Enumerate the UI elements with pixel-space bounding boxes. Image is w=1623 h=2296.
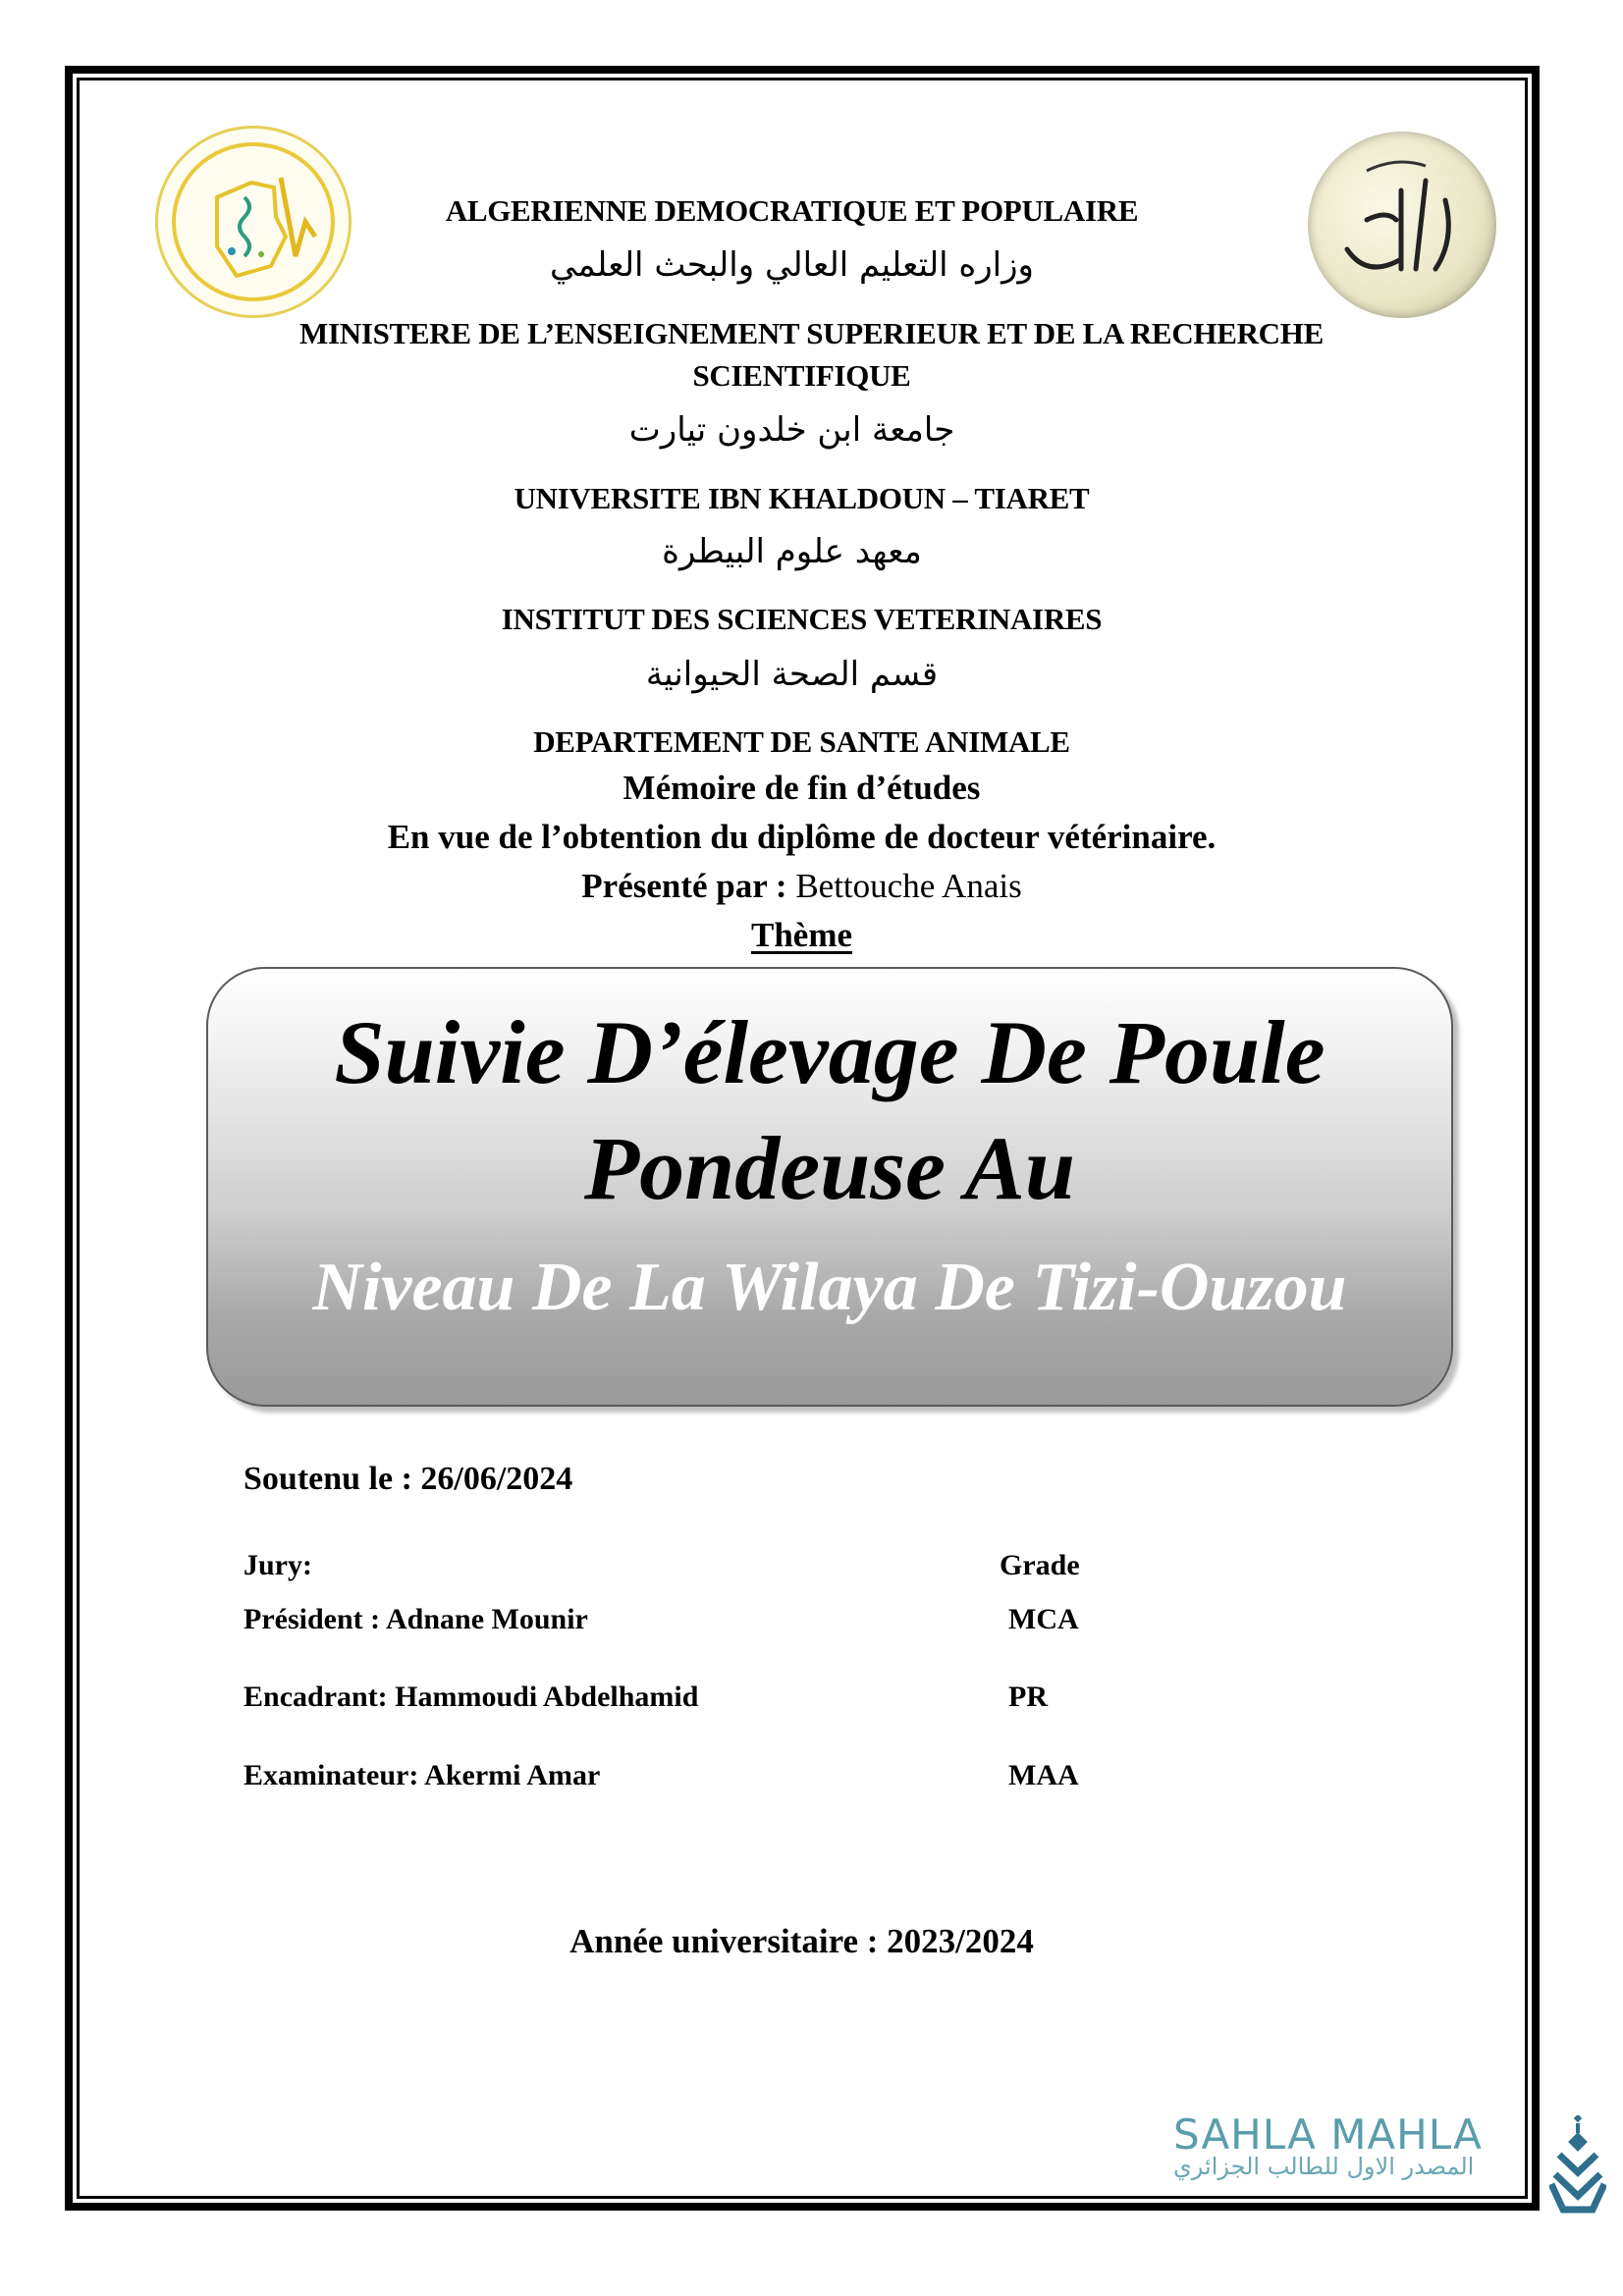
jury-supervisor-grade: PR [1008,1681,1048,1713]
thesis-title-line1: Suivie D’élevage De Poule [334,1002,1325,1102]
presented-by-label: Présenté par : [581,867,787,905]
department-arabic: قسم الصحة الحيوانية [645,655,939,694]
theme-heading [0,916,1613,955]
watermark-subtitle: المصدر الاول للطالب الجزائري [1173,2153,1475,2180]
watermark-emblem-icon [1549,2115,1606,2214]
thesis-title-line3: Niveau De La Wilaya De Tizi-Ouzou [312,1250,1347,1325]
thesis-type: Mémoire de fin d’études [622,769,981,807]
ministry-arabic: وزاره التعليم العالي والبحث العلمي [550,245,1034,285]
defense-date: Soutenu le : 26/06/2024 [243,1461,573,1497]
author-name: Bettouche Anais [795,867,1022,905]
country-name: ALGERIENNE DEMOCRATIQUE ET POPULAIRE [445,193,1139,228]
institute-french: INSTITUT DES SCIENCES VETERINAIRES [501,602,1103,636]
watermark-title: SAHLA MAHLA [1173,2110,1483,2159]
ministry-french: MINISTERE DE L’ENSEIGNEMENT SUPERIEUR ET DE LA RECHERCHE [299,316,1324,350]
jury-examiner: Examinateur: Akermi Amar [243,1759,601,1791]
jury-president: Président : Adnane Mounir [243,1603,588,1635]
thesis-title-line2: Pondeuse Au [583,1118,1076,1218]
presented-by [0,867,1613,906]
jury-president-grade: MCA [1008,1603,1079,1635]
jury-label: Jury: [243,1549,312,1581]
university-french: UNIVERSITE IBN KHALDOUN – TIARET [514,481,1090,515]
jury-examiner-grade: MAA [1008,1759,1079,1791]
theme-label: Thème [750,916,853,954]
department-french: DEPARTEMENT DE SANTE ANIMALE [533,724,1070,759]
academic-year: Année universitaire : 2023/2024 [569,1922,1034,1960]
ministry-french-cont: SCIENTIFIQUE [692,358,911,393]
thesis-purpose: En vue de l’obtention du diplôme de docteur vétérinaire. [387,818,1217,856]
thesis-title-box [206,967,1453,1407]
grade-label: Grade [1000,1549,1080,1581]
watermark [1173,2110,1546,2180]
institute-arabic: معهد علوم البيطرة [662,532,922,571]
university-arabic: جامعة ابن خلدون تيارت [628,410,955,450]
jury-supervisor: Encadrant: Hammoudi Abdelhamid [243,1681,699,1713]
